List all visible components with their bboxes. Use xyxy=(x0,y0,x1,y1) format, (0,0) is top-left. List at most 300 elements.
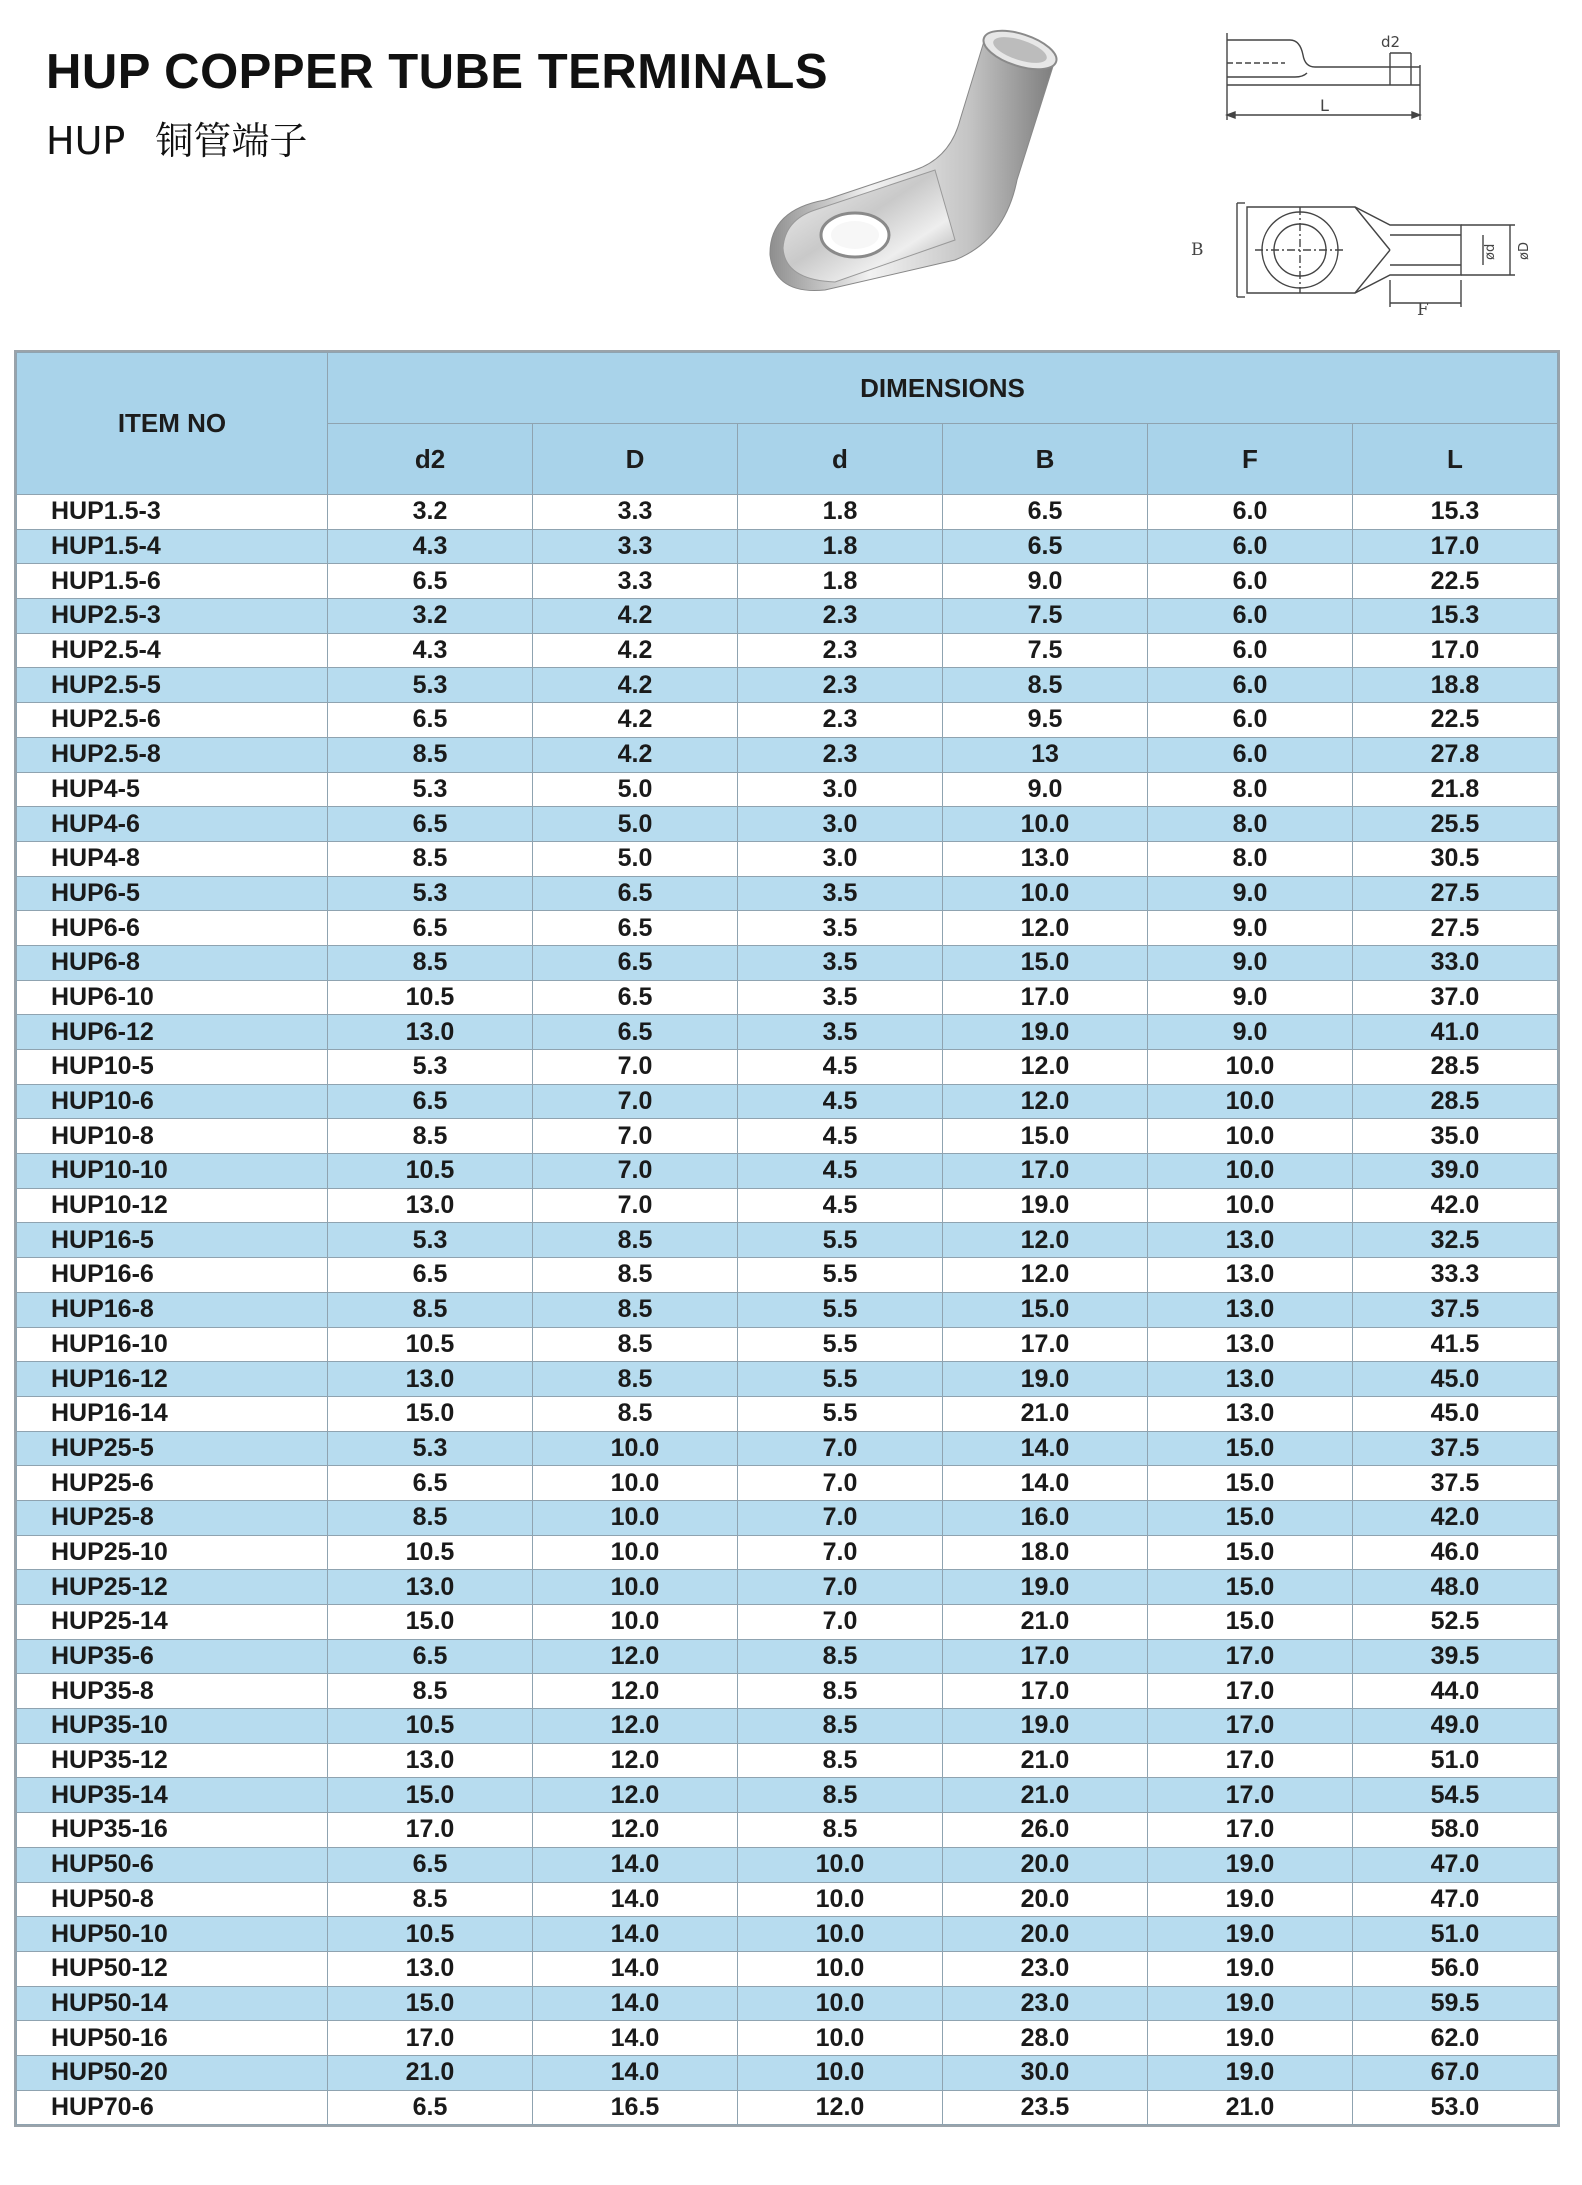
dimension-cell: 15.0 xyxy=(943,1292,1148,1327)
dimension-cell: 15.3 xyxy=(1353,599,1558,634)
dimension-cell: 27.8 xyxy=(1353,737,1558,772)
table-row xyxy=(17,1084,1558,1119)
dimension-cell: 19.0 xyxy=(943,1188,1148,1223)
dimension-cell: 12.0 xyxy=(943,911,1148,946)
dimension-cell: 3.3 xyxy=(533,564,738,599)
item-no-header: ITEM NO xyxy=(17,353,328,495)
dimension-cell: 15.0 xyxy=(943,1119,1148,1154)
dimension-cell: 9.0 xyxy=(1148,980,1353,1015)
table-row xyxy=(17,529,1558,564)
dimension-cell: 3.0 xyxy=(738,841,943,876)
dimension-cell: 23.0 xyxy=(943,1951,1148,1986)
dimension-cell: 7.5 xyxy=(943,599,1148,634)
dimension-cell: 7.0 xyxy=(533,1119,738,1154)
dimension-cell: 16.5 xyxy=(533,2090,738,2125)
dimension-cell: 7.0 xyxy=(738,1605,943,1640)
dimension-cell: 23.0 xyxy=(943,1986,1148,2021)
dimension-cell: 20.0 xyxy=(943,1847,1148,1882)
item-no-cell: HUP35-10 xyxy=(17,1709,328,1744)
dimension-cell: 8.5 xyxy=(328,737,533,772)
table-row xyxy=(17,841,1558,876)
item-no-cell: HUP35-8 xyxy=(17,1674,328,1709)
dimension-cell: 6.5 xyxy=(533,945,738,980)
table-row xyxy=(17,876,1558,911)
dimension-cell: 8.5 xyxy=(943,668,1148,703)
dimension-cell: 59.5 xyxy=(1353,1986,1558,2021)
table-row xyxy=(17,1500,1558,1535)
dimension-cell: 20.0 xyxy=(943,1917,1148,1952)
dimension-cell: 37.5 xyxy=(1353,1292,1558,1327)
item-no-cell: HUP10-5 xyxy=(17,1050,328,1085)
dimension-cell: 8.5 xyxy=(328,841,533,876)
dimension-cell: 8.0 xyxy=(1148,772,1353,807)
dimension-cell: 2.3 xyxy=(738,633,943,668)
dimension-cell: 13.0 xyxy=(328,1015,533,1050)
label-L: L xyxy=(1320,96,1329,115)
dimension-cell: 7.0 xyxy=(533,1050,738,1085)
dimension-cell: 8.0 xyxy=(1148,841,1353,876)
dimension-cell: 17.0 xyxy=(1353,529,1558,564)
dimension-cell: 8.5 xyxy=(738,1639,943,1674)
item-no-cell: HUP35-12 xyxy=(17,1743,328,1778)
item-no-cell: HUP25-8 xyxy=(17,1500,328,1535)
dimension-cell: 13.0 xyxy=(943,841,1148,876)
dimension-cell: 14.0 xyxy=(533,2055,738,2090)
dimension-cell: 14.0 xyxy=(533,1847,738,1882)
dimension-cell: 19.0 xyxy=(1148,1847,1353,1882)
label-d2: d2 xyxy=(1381,33,1401,51)
terminal-lug-photo xyxy=(755,20,1085,300)
dimension-cell: 6.5 xyxy=(533,911,738,946)
dimension-cell: 10.5 xyxy=(328,1535,533,1570)
table-row xyxy=(17,1258,1558,1293)
dimension-cell: 53.0 xyxy=(1353,2090,1558,2125)
dimension-cell: 4.3 xyxy=(328,529,533,564)
dimension-cell: 5.5 xyxy=(738,1223,943,1258)
dimension-cell: 13.0 xyxy=(328,1951,533,1986)
column-header-f: F xyxy=(1148,424,1353,495)
dimension-cell: 35.0 xyxy=(1353,1119,1558,1154)
dimension-cell: 10.0 xyxy=(1148,1084,1353,1119)
dimension-cell: 6.0 xyxy=(1148,599,1353,634)
dimension-cell: 6.0 xyxy=(1148,703,1353,738)
dimension-cell: 10.0 xyxy=(1148,1119,1353,1154)
item-no-cell: HUP25-14 xyxy=(17,1605,328,1640)
dimension-cell: 8.5 xyxy=(738,1709,943,1744)
dimension-cell: 51.0 xyxy=(1353,1917,1558,1952)
dimension-cell: 21.0 xyxy=(328,2055,533,2090)
side-view-diagram xyxy=(1215,25,1455,135)
dimension-cell: 37.5 xyxy=(1353,1431,1558,1466)
dimension-cell: 22.5 xyxy=(1353,564,1558,599)
table-row xyxy=(17,1223,1558,1258)
dimension-cell: 42.0 xyxy=(1353,1188,1558,1223)
dimension-cell: 58.0 xyxy=(1353,1813,1558,1848)
item-no-cell: HUP4-8 xyxy=(17,841,328,876)
dimension-cell: 7.0 xyxy=(533,1154,738,1189)
dimension-cell: 2.3 xyxy=(738,737,943,772)
dimension-cell: 17.0 xyxy=(328,2021,533,2056)
dimension-cell: 15.0 xyxy=(328,1986,533,2021)
table-row xyxy=(17,2090,1558,2125)
dimension-cell: 6.0 xyxy=(1148,668,1353,703)
dimension-cell: 13.0 xyxy=(1148,1362,1353,1397)
dimension-cell: 6.5 xyxy=(328,807,533,842)
dimension-cell: 8.5 xyxy=(533,1258,738,1293)
dimension-cell: 37.5 xyxy=(1353,1466,1558,1501)
dimension-cell: 27.5 xyxy=(1353,911,1558,946)
dimension-cell: 49.0 xyxy=(1353,1709,1558,1744)
table-row xyxy=(17,599,1558,634)
dimension-cell: 10.0 xyxy=(738,2021,943,2056)
table-row xyxy=(17,1050,1558,1085)
dimension-cell: 9.0 xyxy=(1148,945,1353,980)
dimension-cell: 4.5 xyxy=(738,1188,943,1223)
dimension-cell: 10.0 xyxy=(533,1500,738,1535)
dimension-cell: 6.5 xyxy=(328,1466,533,1501)
dimension-cell: 48.0 xyxy=(1353,1570,1558,1605)
label-B: B xyxy=(1191,240,1204,260)
dimension-cell: 12.0 xyxy=(943,1050,1148,1085)
dimension-cell: 6.5 xyxy=(328,1639,533,1674)
dimension-cell: 14.0 xyxy=(533,2021,738,2056)
table-row xyxy=(17,1431,1558,1466)
dimension-cell: 9.0 xyxy=(943,772,1148,807)
dimension-cell: 17.0 xyxy=(1148,1813,1353,1848)
dimension-cell: 8.5 xyxy=(328,1882,533,1917)
dimension-cell: 18.0 xyxy=(943,1535,1148,1570)
dimension-cell: 9.5 xyxy=(943,703,1148,738)
dimension-cell: 19.0 xyxy=(943,1570,1148,1605)
dimension-cell: 7.0 xyxy=(738,1431,943,1466)
dimension-cell: 41.0 xyxy=(1353,1015,1558,1050)
table-row xyxy=(17,772,1558,807)
dimension-cell: 3.5 xyxy=(738,980,943,1015)
dimension-cell: 10.0 xyxy=(738,1882,943,1917)
item-no-cell: HUP35-14 xyxy=(17,1778,328,1813)
dimension-cell: 19.0 xyxy=(1148,1951,1353,1986)
dimension-cell: 4.2 xyxy=(533,737,738,772)
dimension-cell: 3.3 xyxy=(533,529,738,564)
table-row xyxy=(17,1362,1558,1397)
dimension-cell: 30.0 xyxy=(943,2055,1148,2090)
dimension-cell: 10.0 xyxy=(943,807,1148,842)
dimension-cell: 3.5 xyxy=(738,1015,943,1050)
dimension-cell: 21.0 xyxy=(943,1743,1148,1778)
dimension-cell: 6.0 xyxy=(1148,633,1353,668)
dimension-cell: 14.0 xyxy=(533,1917,738,1952)
dimension-cell: 8.5 xyxy=(738,1743,943,1778)
item-no-cell: HUP10-6 xyxy=(17,1084,328,1119)
dimension-cell: 12.0 xyxy=(533,1709,738,1744)
table-row xyxy=(17,911,1558,946)
table-row xyxy=(17,2055,1558,2090)
dimension-cell: 19.0 xyxy=(1148,1917,1353,1952)
item-no-cell: HUP16-10 xyxy=(17,1327,328,1362)
item-no-cell: HUP70-6 xyxy=(17,2090,328,2125)
dimension-cell: 9.0 xyxy=(1148,1015,1353,1050)
dimension-cell: 19.0 xyxy=(1148,2055,1353,2090)
dimension-cell: 8.5 xyxy=(328,945,533,980)
table-row xyxy=(17,1535,1558,1570)
dimension-cell: 23.5 xyxy=(943,2090,1148,2125)
item-no-cell: HUP1.5-3 xyxy=(17,495,328,530)
table-row xyxy=(17,1570,1558,1605)
dimension-cell: 1.8 xyxy=(738,529,943,564)
dimension-cell: 8.5 xyxy=(533,1362,738,1397)
dimension-cell: 5.5 xyxy=(738,1327,943,1362)
item-no-cell: HUP25-5 xyxy=(17,1431,328,1466)
dimension-cell: 17.0 xyxy=(943,1674,1148,1709)
dimension-cell: 22.5 xyxy=(1353,703,1558,738)
item-no-cell: HUP2.5-4 xyxy=(17,633,328,668)
item-no-cell: HUP6-5 xyxy=(17,876,328,911)
dimension-cell: 10.0 xyxy=(533,1431,738,1466)
dimension-cell: 8.5 xyxy=(533,1292,738,1327)
dimension-cell: 10.0 xyxy=(738,1917,943,1952)
dimension-cell: 3.5 xyxy=(738,911,943,946)
dimension-cell: 27.5 xyxy=(1353,876,1558,911)
dimension-cell: 25.5 xyxy=(1353,807,1558,842)
dimension-cell: 15.0 xyxy=(328,1396,533,1431)
dimension-cell: 3.5 xyxy=(738,876,943,911)
label-F: F xyxy=(1417,300,1429,315)
dimension-cell: 17.0 xyxy=(943,980,1148,1015)
table-row xyxy=(17,1986,1558,2021)
dimension-cell: 8.0 xyxy=(1148,807,1353,842)
dimension-cell: 15.0 xyxy=(1148,1431,1353,1466)
dimension-cell: 13.0 xyxy=(328,1188,533,1223)
dimension-cell: 12.0 xyxy=(533,1778,738,1813)
dimension-cell: 9.0 xyxy=(943,564,1148,599)
table-body xyxy=(17,495,1558,2125)
dimension-cell: 3.0 xyxy=(738,807,943,842)
dimension-cell: 8.5 xyxy=(533,1396,738,1431)
dimension-cell: 13.0 xyxy=(1148,1258,1353,1293)
dimension-cell: 10.0 xyxy=(1148,1188,1353,1223)
table-row xyxy=(17,2021,1558,2056)
dimension-cell: 4.2 xyxy=(533,703,738,738)
item-no-cell: HUP25-12 xyxy=(17,1570,328,1605)
dimension-cell: 5.0 xyxy=(533,772,738,807)
table-row xyxy=(17,1466,1558,1501)
table-row xyxy=(17,703,1558,738)
dimension-cell: 19.0 xyxy=(943,1362,1148,1397)
dimension-cell: 4.2 xyxy=(533,668,738,703)
item-no-cell: HUP6-8 xyxy=(17,945,328,980)
label-D: øD xyxy=(1517,242,1532,260)
dimension-cell: 7.0 xyxy=(738,1466,943,1501)
dimension-cell: 7.0 xyxy=(738,1570,943,1605)
item-no-cell: HUP50-14 xyxy=(17,1986,328,2021)
table-row xyxy=(17,945,1558,980)
dimension-cell: 19.0 xyxy=(1148,1882,1353,1917)
dimension-cell: 10.0 xyxy=(738,1986,943,2021)
dimension-cell: 7.5 xyxy=(943,633,1148,668)
dimension-cell: 2.3 xyxy=(738,668,943,703)
table-row xyxy=(17,1396,1558,1431)
dimension-cell: 5.0 xyxy=(533,807,738,842)
dimension-cell: 14.0 xyxy=(943,1466,1148,1501)
item-no-cell: HUP16-14 xyxy=(17,1396,328,1431)
dimension-cell: 6.5 xyxy=(328,703,533,738)
dimension-cell: 10.0 xyxy=(1148,1050,1353,1085)
table-row xyxy=(17,1709,1558,1744)
dimension-cell: 5.5 xyxy=(738,1362,943,1397)
dimension-cell: 33.3 xyxy=(1353,1258,1558,1293)
column-header-d: D xyxy=(533,424,738,495)
dimension-cell: 6.0 xyxy=(1148,564,1353,599)
dimension-cell: 8.5 xyxy=(738,1813,943,1848)
item-no-cell: HUP16-5 xyxy=(17,1223,328,1258)
dimension-cell: 13 xyxy=(943,737,1148,772)
table-row xyxy=(17,1917,1558,1952)
table-row xyxy=(17,1327,1558,1362)
item-no-cell: HUP6-6 xyxy=(17,911,328,946)
dimension-cell: 4.2 xyxy=(533,633,738,668)
item-no-cell: HUP50-16 xyxy=(17,2021,328,2056)
item-no-cell: HUP6-10 xyxy=(17,980,328,1015)
dimension-cell: 15.0 xyxy=(1148,1466,1353,1501)
dimension-cell: 6.0 xyxy=(1148,529,1353,564)
dimension-cell: 30.5 xyxy=(1353,841,1558,876)
dimension-cell: 19.0 xyxy=(1148,1986,1353,2021)
table-row xyxy=(17,633,1558,668)
item-no-cell: HUP50-10 xyxy=(17,1917,328,1952)
dimension-cell: 10.5 xyxy=(328,1154,533,1189)
table-row xyxy=(17,1778,1558,1813)
dimension-cell: 12.0 xyxy=(943,1084,1148,1119)
dimension-cell: 10.0 xyxy=(533,1570,738,1605)
dimension-cell: 46.0 xyxy=(1353,1535,1558,1570)
table-row xyxy=(17,1813,1558,1848)
column-header-b: B xyxy=(943,424,1148,495)
dimension-cell: 17.0 xyxy=(1353,633,1558,668)
table-row xyxy=(17,1605,1558,1640)
dimension-cell: 13.0 xyxy=(328,1570,533,1605)
dimension-cell: 5.5 xyxy=(738,1292,943,1327)
dimension-cell: 17.0 xyxy=(1148,1639,1353,1674)
dimension-cell: 15.0 xyxy=(1148,1570,1353,1605)
dimension-cell: 14.0 xyxy=(943,1431,1148,1466)
item-no-cell: HUP16-12 xyxy=(17,1362,328,1397)
page-subtitle xyxy=(46,110,307,165)
dimension-cell: 18.8 xyxy=(1353,668,1558,703)
dimension-cell: 15.0 xyxy=(1148,1605,1353,1640)
dimension-cell: 17.0 xyxy=(943,1327,1148,1362)
dimension-cell: 5.5 xyxy=(738,1258,943,1293)
dimension-cell: 10.5 xyxy=(328,1709,533,1744)
table-row xyxy=(17,1639,1558,1674)
dimension-cell: 17.0 xyxy=(1148,1674,1353,1709)
dimension-cell: 4.2 xyxy=(533,599,738,634)
dimension-cell: 5.5 xyxy=(738,1396,943,1431)
dimension-cell: 19.0 xyxy=(1148,2021,1353,2056)
subtitle-code: HUP xyxy=(46,119,126,163)
dimension-cell: 15.3 xyxy=(1353,495,1558,530)
item-no-cell: HUP50-8 xyxy=(17,1882,328,1917)
dimension-cell: 6.5 xyxy=(533,1015,738,1050)
dimension-cell: 12.0 xyxy=(943,1258,1148,1293)
dimension-cell: 45.0 xyxy=(1353,1362,1558,1397)
item-no-cell: HUP10-12 xyxy=(17,1188,328,1223)
dimension-cell: 12.0 xyxy=(738,2090,943,2125)
dimension-cell: 13.0 xyxy=(1148,1223,1353,1258)
column-header-d2: d2 xyxy=(328,424,533,495)
dimension-cell: 9.0 xyxy=(1148,911,1353,946)
dimension-cell: 10.5 xyxy=(328,980,533,1015)
dimension-cell: 15.0 xyxy=(328,1605,533,1640)
dimension-cell: 12.0 xyxy=(533,1813,738,1848)
dimension-cell: 47.0 xyxy=(1353,1847,1558,1882)
dimension-cell: 10.0 xyxy=(943,876,1148,911)
dimension-cell: 41.5 xyxy=(1353,1327,1558,1362)
dimension-cell: 3.3 xyxy=(533,495,738,530)
dimension-cell: 21.0 xyxy=(943,1605,1148,1640)
dimension-cell: 8.5 xyxy=(533,1327,738,1362)
item-no-cell: HUP10-8 xyxy=(17,1119,328,1154)
dimension-cell: 3.2 xyxy=(328,495,533,530)
dimension-cell: 10.0 xyxy=(738,1847,943,1882)
dimension-cell: 21.0 xyxy=(1148,2090,1353,2125)
dimension-cell: 15.0 xyxy=(328,1778,533,1813)
table-row xyxy=(17,737,1558,772)
dimension-cell: 8.5 xyxy=(328,1674,533,1709)
dimension-cell: 21.0 xyxy=(943,1778,1148,1813)
dimension-cell: 1.8 xyxy=(738,495,943,530)
dimension-cell: 33.0 xyxy=(1353,945,1558,980)
dimension-cell: 28.0 xyxy=(943,2021,1148,2056)
dimension-cell: 10.0 xyxy=(533,1466,738,1501)
item-no-cell: HUP6-12 xyxy=(17,1015,328,1050)
dimension-cell: 12.0 xyxy=(533,1743,738,1778)
item-no-cell: HUP1.5-4 xyxy=(17,529,328,564)
dimension-cell: 21.0 xyxy=(943,1396,1148,1431)
dimension-cell: 6.5 xyxy=(943,529,1148,564)
table-row xyxy=(17,807,1558,842)
dimension-cell: 10.5 xyxy=(328,1327,533,1362)
dimension-cell: 8.5 xyxy=(328,1292,533,1327)
dimension-cell: 6.0 xyxy=(1148,737,1353,772)
item-no-cell: HUP50-12 xyxy=(17,1951,328,1986)
dimension-cell: 12.0 xyxy=(533,1639,738,1674)
dimension-cell: 6.0 xyxy=(1148,495,1353,530)
dimension-cell: 8.5 xyxy=(738,1778,943,1813)
dimension-cell: 6.5 xyxy=(328,911,533,946)
table-row xyxy=(17,1743,1558,1778)
dimension-cell: 10.0 xyxy=(1148,1154,1353,1189)
dimension-cell: 10.0 xyxy=(738,2055,943,2090)
dimension-cell: 9.0 xyxy=(1148,876,1353,911)
dimension-cell: 26.0 xyxy=(943,1813,1148,1848)
dimension-cell: 28.5 xyxy=(1353,1084,1558,1119)
dimension-cell: 51.0 xyxy=(1353,1743,1558,1778)
dimension-cell: 5.3 xyxy=(328,876,533,911)
dimension-cell: 32.5 xyxy=(1353,1223,1558,1258)
dimension-cell: 7.0 xyxy=(738,1535,943,1570)
dimension-cell: 6.5 xyxy=(943,495,1148,530)
column-header-l: L xyxy=(1353,424,1558,495)
dimension-cell: 6.5 xyxy=(328,1258,533,1293)
dimension-cell: 28.5 xyxy=(1353,1050,1558,1085)
table-row xyxy=(17,1674,1558,1709)
label-d: ød xyxy=(1483,243,1498,260)
item-no-cell: HUP2.5-8 xyxy=(17,737,328,772)
item-no-cell: HUP25-6 xyxy=(17,1466,328,1501)
dimension-cell: 5.3 xyxy=(328,772,533,807)
dimension-cell: 14.0 xyxy=(533,1951,738,1986)
dimension-cell: 6.5 xyxy=(328,564,533,599)
